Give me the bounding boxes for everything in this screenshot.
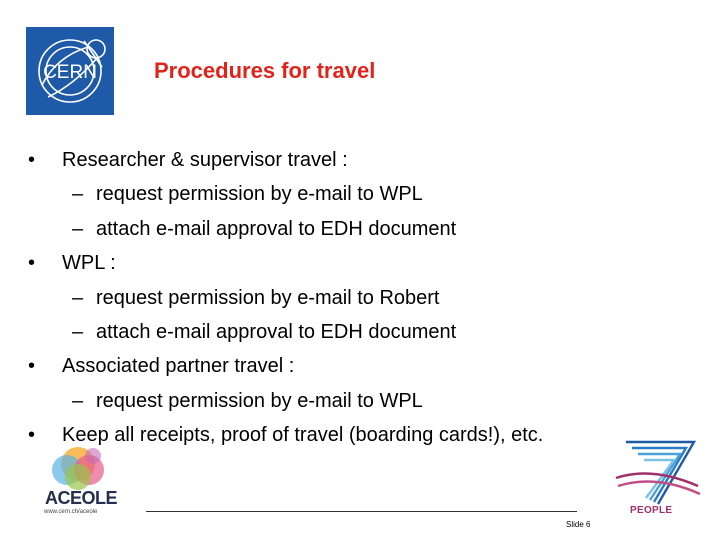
cern-logo bbox=[26, 27, 114, 115]
bullet-marker: • bbox=[28, 252, 36, 274]
dash-marker: – bbox=[72, 287, 84, 309]
bullet-text: attach e-mail approval to EDH document bbox=[96, 321, 457, 343]
bullet-marker: • bbox=[28, 149, 36, 171]
aceole-logo-text: ACEOLE bbox=[45, 488, 118, 508]
page-title: Procedures for travel bbox=[154, 58, 376, 83]
bullet-marker: • bbox=[28, 355, 36, 377]
bullet-text: request permission by e-mail to Robert bbox=[96, 287, 440, 309]
bullet-text: attach e-mail approval to EDH document bbox=[96, 218, 457, 240]
bullet-text: Keep all receipts, proof of travel (boarding cards!), etc. bbox=[62, 424, 544, 446]
dash-marker: – bbox=[72, 183, 84, 205]
bullet-text: request permission by e-mail to WPL bbox=[96, 183, 423, 205]
dash-marker: – bbox=[72, 321, 84, 343]
dash-marker: – bbox=[72, 218, 84, 240]
bullet-text: Associated partner travel : bbox=[62, 355, 295, 377]
aceole-url: www.cern.ch/aceole bbox=[44, 509, 98, 515]
footer-divider bbox=[146, 511, 577, 512]
bullet-text: request permission by e-mail to WPL bbox=[96, 390, 423, 412]
bullet-text: WPL : bbox=[62, 252, 116, 274]
bullet-marker: • bbox=[28, 424, 36, 446]
dash-marker: – bbox=[72, 390, 84, 412]
cern-logo-text: CERN bbox=[43, 62, 97, 83]
fp7-people-label: PEOPLE bbox=[630, 505, 673, 516]
slide-number: Slide 6 bbox=[566, 520, 591, 529]
fp7-logo bbox=[612, 436, 702, 516]
bullet-text: Researcher & supervisor travel : bbox=[62, 149, 348, 171]
